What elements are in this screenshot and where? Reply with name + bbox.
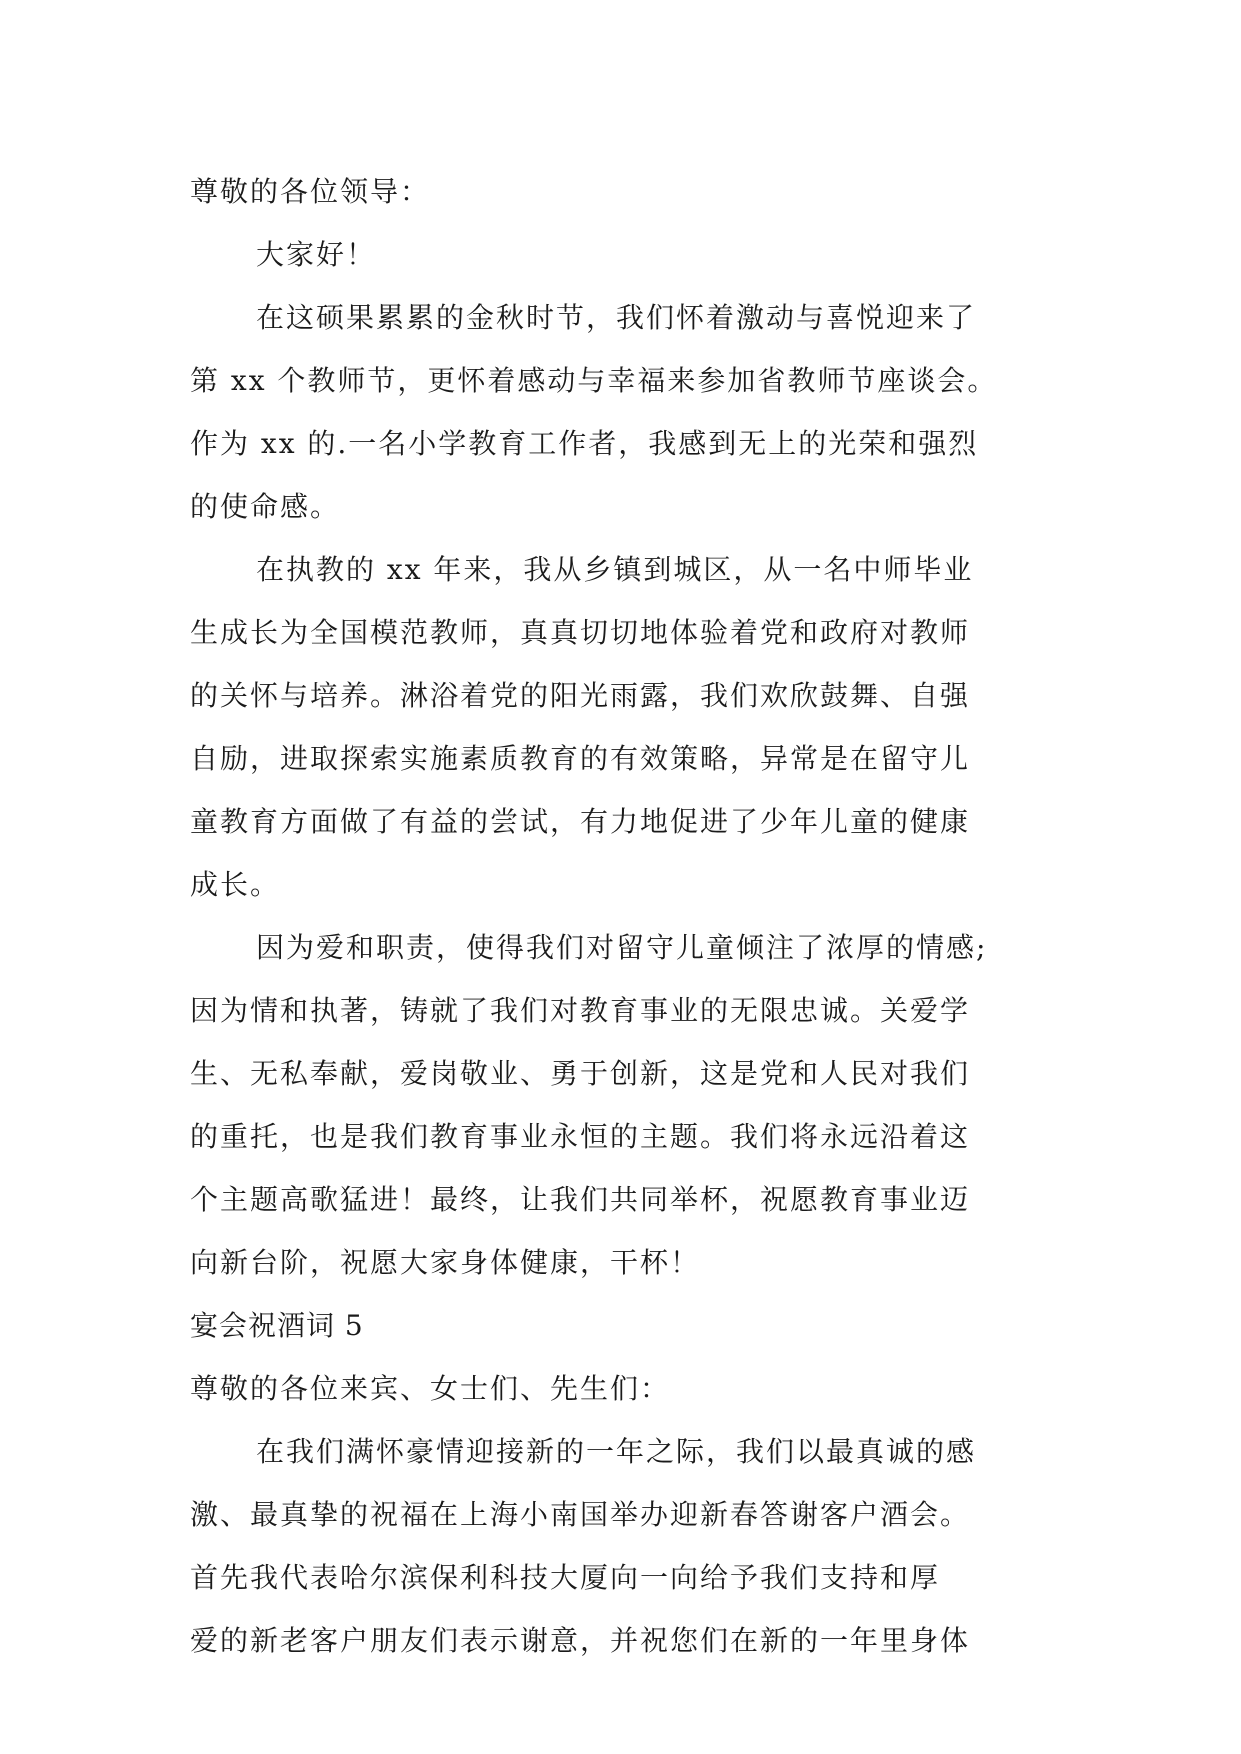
text-line: 童教育方面做了有益的尝试，有力地促进了少年儿童的健康	[190, 805, 971, 838]
document-body	[190, 160, 1060, 1672]
text-line: 首先我代表哈尔滨保利科技大厦向一向给予我们支持和厚	[190, 1561, 941, 1594]
text-line: 第 xx 个教师节，更怀着感动与幸福来参加省教师节座谈会。	[190, 364, 998, 397]
text-line: 在我们满怀豪情迎接新的一年之际，我们以最真诚的感	[256, 1435, 977, 1468]
text-line: 自励，进取探索实施素质教育的有效策略，异常是在留守儿	[190, 742, 971, 775]
section-heading: 宴会祝酒词 5	[190, 1309, 364, 1342]
text-line: 激、最真挚的祝福在上海小南国举办迎新春答谢客户酒会。	[190, 1498, 971, 1531]
text-line: 大家好！	[256, 238, 377, 271]
text-line: 因为情和执著，铸就了我们对教育事业的无限忠诚。关爱学	[190, 994, 971, 1027]
text-line: 向新台阶，祝愿大家身体健康，干杯！	[190, 1246, 701, 1279]
text-line: 在这硕果累累的金秋时节，我们怀着激动与喜悦迎来了	[256, 301, 977, 334]
text-line: 生、无私奉献，爱岗敬业、勇于创新，这是党和人民对我们	[190, 1057, 971, 1090]
text-line: 作为 xx 的.一名小学教育工作者，我感到无上的光荣和强烈	[190, 427, 979, 460]
text-line: 因为爱和职责，使得我们对留守儿童倾注了浓厚的情感;	[256, 931, 988, 964]
text-line: 生成长为全国模范教师，真真切切地体验着党和政府对教师	[190, 616, 971, 649]
text-line: 爱的新老客户朋友们表示谢意，并祝您们在新的一年里身体	[190, 1624, 971, 1657]
text-line: 成长。	[190, 868, 281, 901]
text-line: 的使命感。	[190, 490, 341, 523]
text-line: 在执教的 xx 年来，我从乡镇到城区，从一名中师毕业	[256, 553, 974, 586]
text-line: 尊敬的各位来宾、女士们、先生们：	[190, 1372, 671, 1405]
text-line: 个主题高歌猛进！最终，让我们共同举杯，祝愿教育事业迈	[190, 1183, 971, 1216]
text-line: 的关怀与培养。淋浴着党的阳光雨露，我们欢欣鼓舞、自强	[190, 679, 971, 712]
text-line: 尊敬的各位领导：	[190, 175, 431, 208]
text-line: 的重托，也是我们教育事业永恒的主题。我们将永远沿着这	[190, 1120, 971, 1153]
